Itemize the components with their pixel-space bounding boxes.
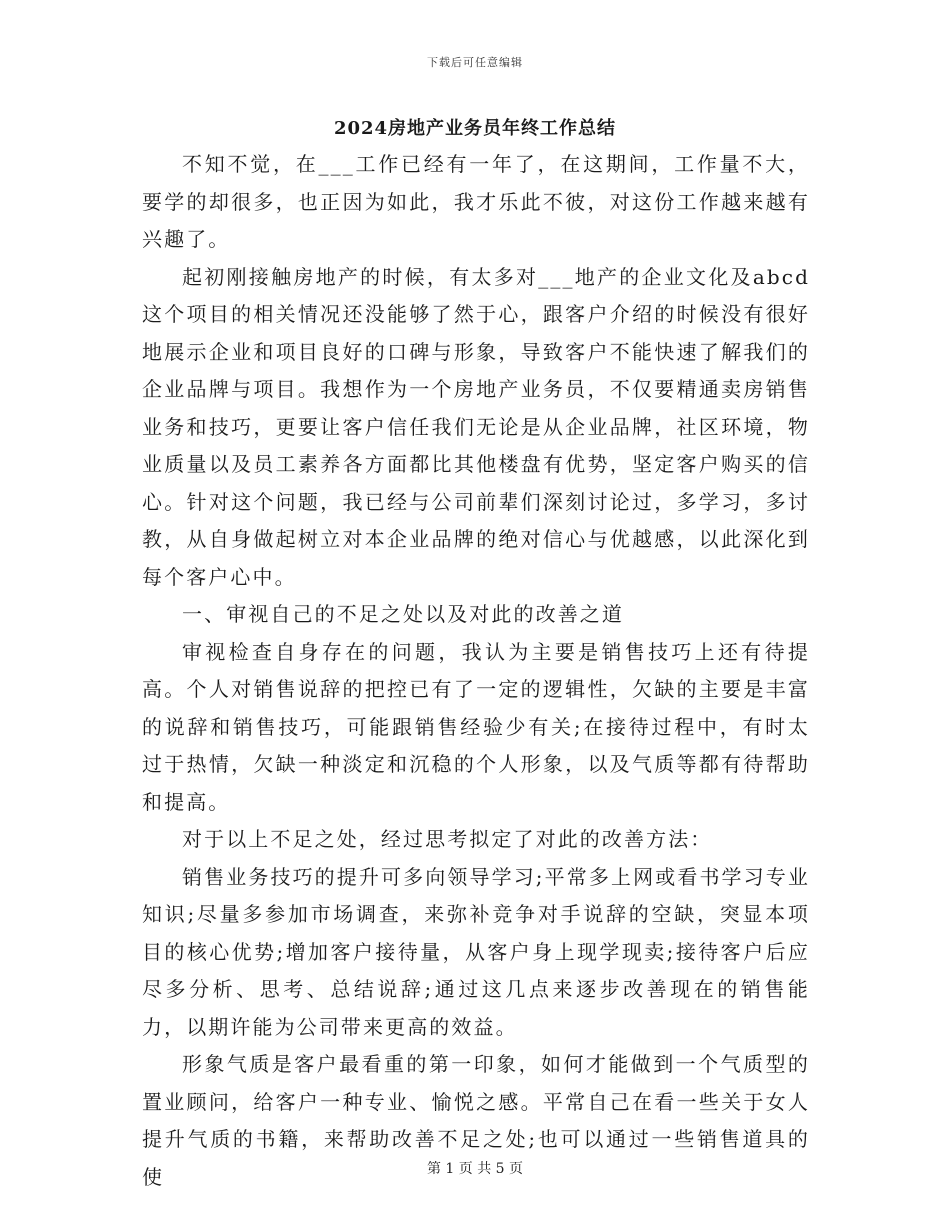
- document-title: 2024房地产业务员年终工作总结: [333, 118, 617, 139]
- paragraph: 对于以上不足之处，经过思考拟定了对此的改善方法：: [182, 827, 713, 851]
- page-number: 第 1 页 共 5 页: [426, 1161, 524, 1177]
- paragraph: 不知不觉，在___工作已经有一年了，在这期间，工作量不大，要学的却很多，也正因为如此，我才乐此不彼，对这份工作越来越有兴趣了。: [142, 152, 810, 251]
- paragraph: 起初刚接触房地产的时候，有太多对___地产的企业文化及abcd这个项目的相关情况还没能够了然于心，跟客户介绍的时候没有很好地展示企业和项目良好的口碑与形象，导致客户不能快速了解我们的企业品牌与项目。我想作为一个房地产业务员，不仅要精通卖房销售业务和技巧，更要让客户信任我们无论是从企业品牌，社区环境，物业质量以及员工素养各方面都比其他楼盘有优势，坚定客户购买的信心。针对这个问题，我已经与公司前辈们深刻讨论过，多学习，多讨教，从自身做起树立对本企业品牌的绝对信心与优越感，以此深化到每个客户心中。: [142, 264, 810, 589]
- paragraph: 审视检查自身存在的问题，我认为主要是销售技巧上还有待提高。个人对销售说辞的把控已有了一定的逻辑性，欠缺的主要是丰富的说辞和销售技巧，可能跟销售经验少有关;在接待过程中，有时太过于热情，欠缺一种淡定和沉稳的个人形象，以及气质等都有待帮助和提高。: [142, 639, 810, 814]
- paragraph: 形象气质是客户最看重的第一印象，如何才能做到一个气质型的置业顾问，给客户一种专业、愉悦之感。平常自己在看一些关于女人提升气质的书籍，来帮助改善不足之处;也可以通过一些销售道具的使: [142, 1052, 810, 1189]
- paragraph: 销售业务技巧的提升可多向领导学习;平常多上网或看书学习专业知识;尽量多参加市场调查，来弥补竞争对手说辞的空缺，突显本项目的核心优势;增加客户接待量，从客户身上现学现卖;接待客户后应尽多分析、思考、总结说辞;通过这几点来逐步改善现在的销售能力，以期许能为公司带来更高的效益。: [142, 864, 810, 1039]
- section-heading: 一、审视自己的不足之处以及对此的改善之道: [182, 602, 624, 626]
- header-note: 下载后可任意编辑: [427, 56, 523, 69]
- document-body: [142, 146, 810, 1196]
